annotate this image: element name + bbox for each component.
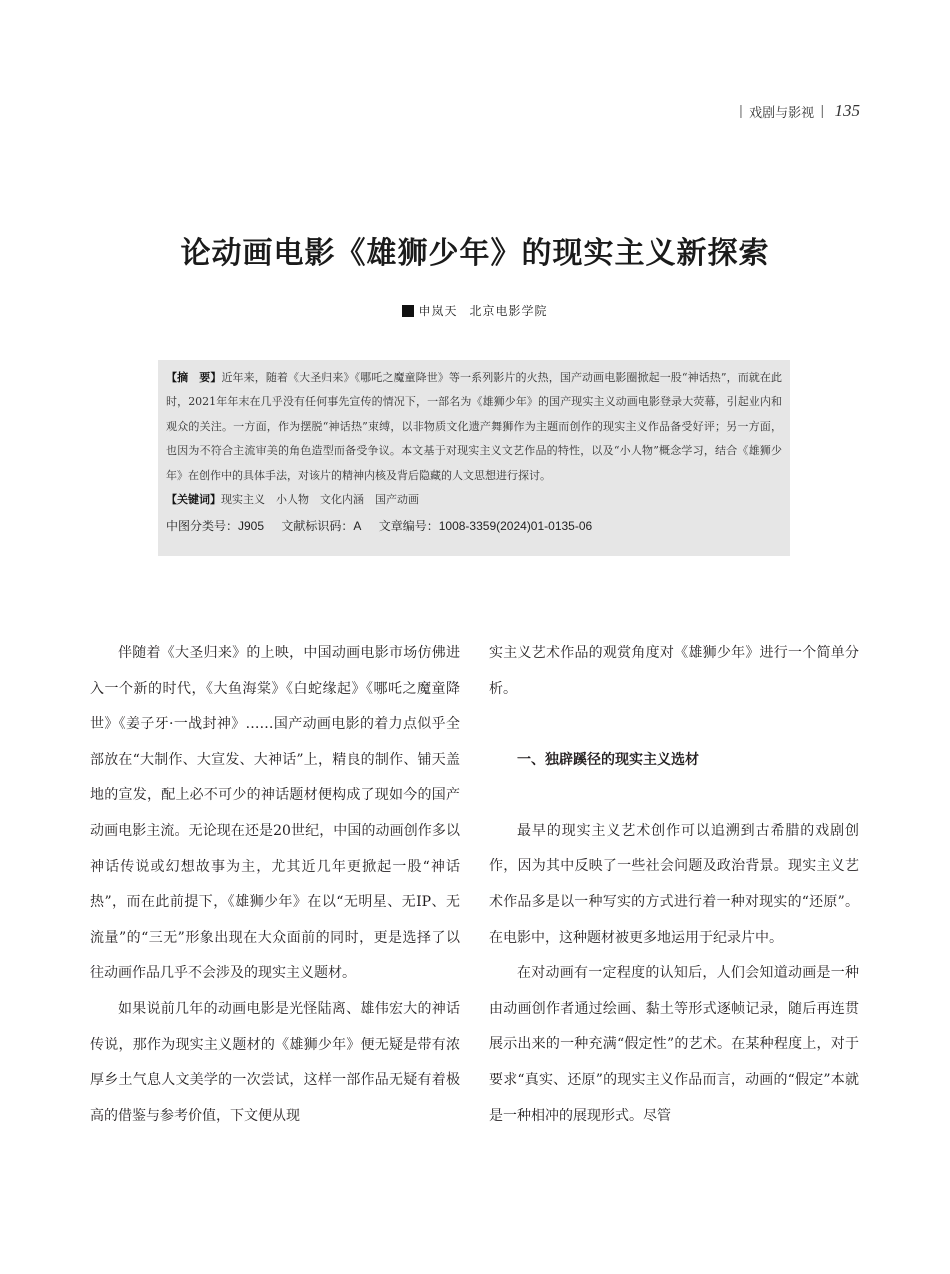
author-name: 申岚天: [418, 304, 458, 318]
right-column: [489, 636, 859, 1134]
black-square-icon: [402, 305, 414, 317]
body-paragraph: 最早的现实主义艺术创作可以追溯到古希腊的戏剧创作，因为其中反映了一些社会问题及政治背景。现实主义艺术作品多是以一种写实的方式进行着一种对现实的“还原”。在电影中，这种题材被更多地运用于纪录片中。: [489, 822, 859, 946]
left-column: [90, 636, 460, 1134]
page-number: 135: [834, 101, 860, 120]
abstract-box: [158, 360, 790, 556]
body-paragraph: 如果说前几年的动画电影是光怪陆离、雄伟宏大的神话传说，那作为现实主义题材的《雄狮少年》便无疑是带有浓厚乡土气息人文美学的一次尝试，这样一部作品无疑有着极高的借鉴与参考价值，下文便从现: [90, 1000, 460, 1124]
body-paragraph-continued: 实主义艺术作品的观赏角度对《雄狮少年》进行一个简单分析。: [489, 645, 859, 697]
keywords-text: 现实主义 小人物 文化内涵 国产动画: [221, 493, 419, 507]
journal-section: 戏剧与影视: [749, 105, 815, 121]
author-line: [0, 302, 950, 319]
body-paragraph: 伴随着《大圣归来》的上映，中国动画电影市场仿佛进入一个新的时代，《大鱼海棠》《白蛇缘起》《哪吒之魔童降世》《姜子牙·一战封神》……国产动画电影的着力点似乎全部放在“大制作、大宣发、大神话”上，精良的制作、铺天盖地的宣发，配上必不可少的神话题材便构成了现如今的国产动画电影主流。无论现在还是20世纪，中国的动画创作多以神话传说或幻想故事为主，尤其近几年更掀起一股“神话热”，而在此前提下，《雄狮少年》在以“无明星、无IP、无流量”的“三无”形象出现在大众面前的同时，更是选择了以往动画作品几乎不会涉及的现实主义题材。: [90, 645, 460, 982]
author-affiliation: 北京电影学院: [469, 304, 548, 318]
abstract-label: 【摘 要】: [166, 371, 222, 384]
body-paragraph: 在对动画有一定程度的认知后，人们会知道动画是一种由动画创作者通过绘画、黏土等形式逐帧记录，随后再连贯展示出来的一种充满“假定性”的艺术。在某种程度上，对于要求“真实、还原”的现实主义作品而言，动画的“假定”本就是一种相冲的展现形式。尽管: [489, 965, 859, 1124]
article-title: 论动画电影《雄狮少年》的现实主义新探索: [180, 236, 770, 271]
separator-bar: |: [820, 103, 825, 119]
running-head: [733, 101, 860, 121]
article-number: 文章编号：1008-3359(2024)01-0135-06: [378, 519, 593, 534]
document-code: 文献标识码：A: [281, 519, 362, 534]
separator-bar: |: [738, 103, 744, 119]
clc-number: 中图分类号：J905: [166, 519, 265, 534]
keywords-label: 【关键词】: [166, 493, 221, 507]
abstract-text: 近年来，随着《大圣归来》《哪吒之魔童降世》等一系列影片的火热，国产动画电影圈掀起一股“神话热”，而就在此时，2021年年末在几乎没有任何事先宣传的情况下，一部名为《雄狮少年》的国产现实主义动画电影登录大荧幕，引起业内和观众的关注。一方面，作为摆脱“神话热”束缚，以非物质文化遗产舞狮作为主题而创作的现实主义作品备受好评；另一方面，也因为不符合主流审美的角色造型而备受争议。本文基于对现实主义文艺作品的特性，以及“小人物”概念学习，结合《雄狮少年》在创作中的具体手法，对该片的精神内核及背后隐藏的人文思想进行探讨。: [166, 371, 782, 482]
classification-line: [166, 513, 782, 539]
section-heading: 一、独辟蹊径的现实主义选材: [517, 752, 699, 769]
keywords: [166, 488, 782, 512]
abstract: [166, 366, 782, 488]
